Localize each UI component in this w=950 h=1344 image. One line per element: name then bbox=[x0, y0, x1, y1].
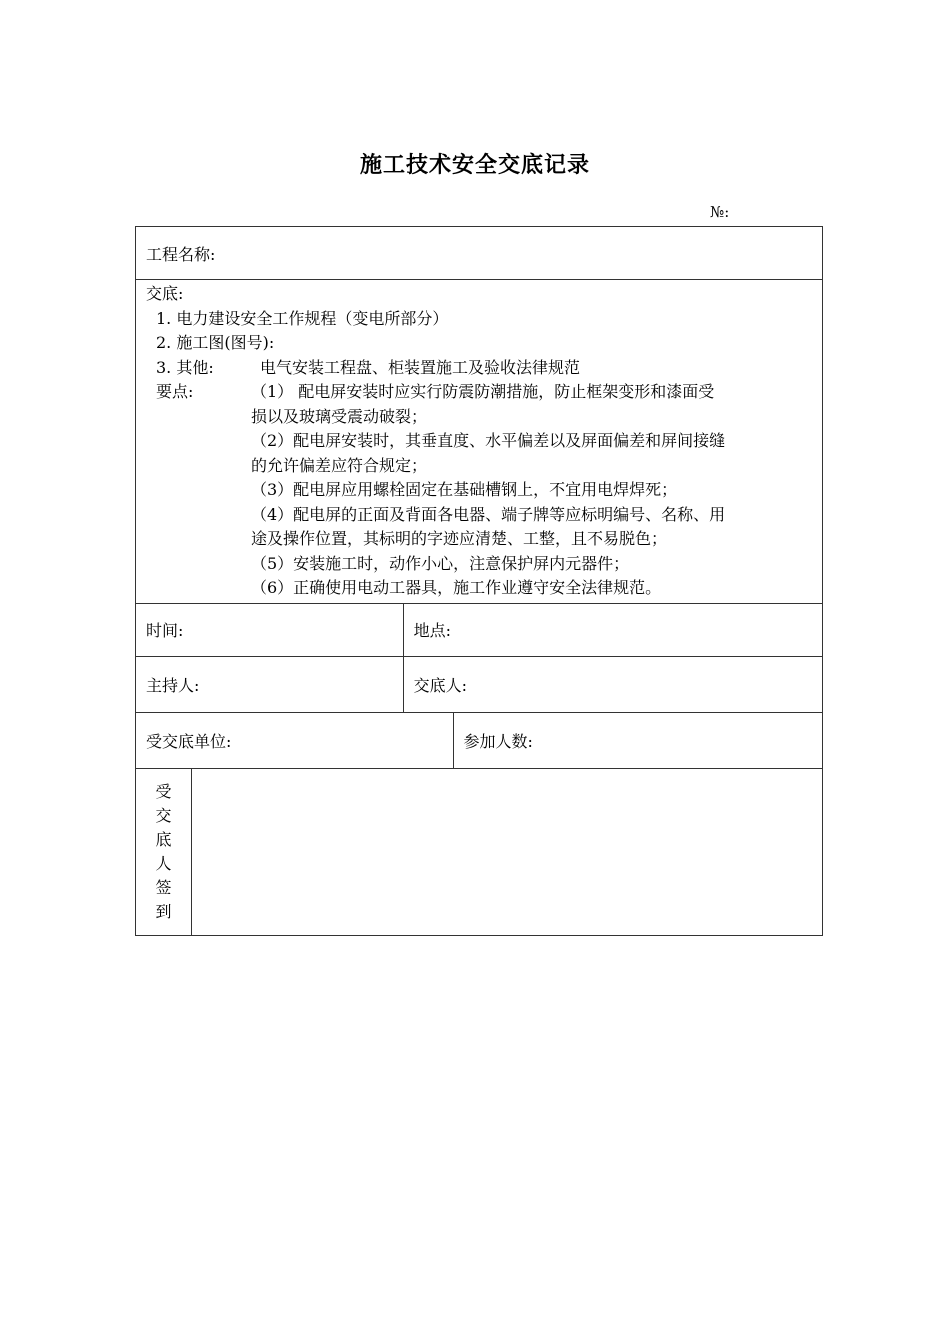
signature-label bbox=[136, 768, 192, 935]
briefing-content-row bbox=[136, 280, 823, 604]
receiving-unit-field[interactable] bbox=[136, 712, 454, 768]
signature-label-char: 受 bbox=[155, 781, 172, 801]
place-label: 地点: bbox=[413, 621, 452, 640]
record-form bbox=[135, 226, 823, 936]
key-points bbox=[146, 380, 812, 601]
project-name-field[interactable] bbox=[136, 227, 823, 280]
presenter-field[interactable] bbox=[403, 656, 822, 712]
briefing-content-cell bbox=[136, 280, 823, 604]
signature-label-char: 底 bbox=[155, 829, 172, 849]
briefing-item-2: 2. 施工图(图号): bbox=[156, 333, 275, 352]
project-name-label: 工程名称: bbox=[146, 244, 216, 264]
host-field[interactable] bbox=[136, 656, 404, 712]
key-point-line: 的允许偏差应符合规定； bbox=[251, 455, 428, 475]
presenter-label: 交底人: bbox=[413, 675, 468, 695]
briefing-item-3-value: 电气安装工程盘、柜装置施工及验收法律规范 bbox=[259, 357, 580, 377]
time-place-row bbox=[136, 603, 823, 656]
host-label: 主持人: bbox=[146, 675, 200, 695]
attendee-count-field[interactable] bbox=[453, 712, 822, 768]
key-point-line: （3）配电屏应用螺栓固定在基础槽钢上，不宜用电焊焊死； bbox=[251, 480, 678, 499]
key-points-list bbox=[251, 380, 812, 601]
key-point-line: 损以及玻璃受震动破裂； bbox=[251, 406, 428, 426]
briefing-item-3 bbox=[146, 356, 812, 381]
signature-label-char: 签 bbox=[155, 877, 172, 897]
project-name-row bbox=[136, 227, 823, 280]
signature-row bbox=[136, 768, 823, 935]
time-field[interactable] bbox=[136, 603, 404, 656]
time-label: 时间: bbox=[146, 621, 184, 640]
briefing-header: 交底: bbox=[146, 284, 184, 303]
key-point-line: （5）安装施工时，动作小心，注意保护屏内元器件； bbox=[251, 553, 630, 573]
briefing-item-3-label: 3. 其他: bbox=[156, 357, 214, 377]
key-point-line: 途及操作位置，其标明的字迹应清楚、工整，且不易脱色； bbox=[251, 529, 668, 548]
key-point-line: （2）配电屏安装时，其垂直度、水平偏差以及屏面偏差和屏间接缝 bbox=[251, 431, 726, 450]
key-point-line: （6）正确使用电动工器具，施工作业遵守安全法律规范。 bbox=[251, 578, 662, 597]
briefing-item-1: 1. 电力建设安全工作规程（变电所部分） bbox=[156, 308, 449, 328]
signature-area[interactable] bbox=[191, 768, 822, 935]
signature-label-char: 交 bbox=[155, 805, 172, 825]
unit-count-row bbox=[136, 712, 823, 768]
receiving-unit-label: 受交底单位: bbox=[146, 731, 232, 751]
document-number-label: №: bbox=[710, 203, 730, 221]
attendee-count-label: 参加人数: bbox=[463, 731, 533, 751]
key-point-line: （1） 配电屏安装时应实行防震防潮措施，防止框架变形和漆面受 bbox=[251, 382, 715, 401]
place-field[interactable] bbox=[403, 603, 822, 656]
host-presenter-row bbox=[136, 656, 823, 712]
key-points-label: 要点: bbox=[156, 382, 194, 401]
document-title: 施工技术安全交底记录 bbox=[359, 153, 590, 178]
key-point-line: （4）配电屏的正面及背面各电器、端子牌等应标明编号、名称、用 bbox=[251, 504, 726, 524]
signature-label-char: 到 bbox=[155, 901, 172, 921]
signature-label-char: 人 bbox=[155, 853, 172, 873]
